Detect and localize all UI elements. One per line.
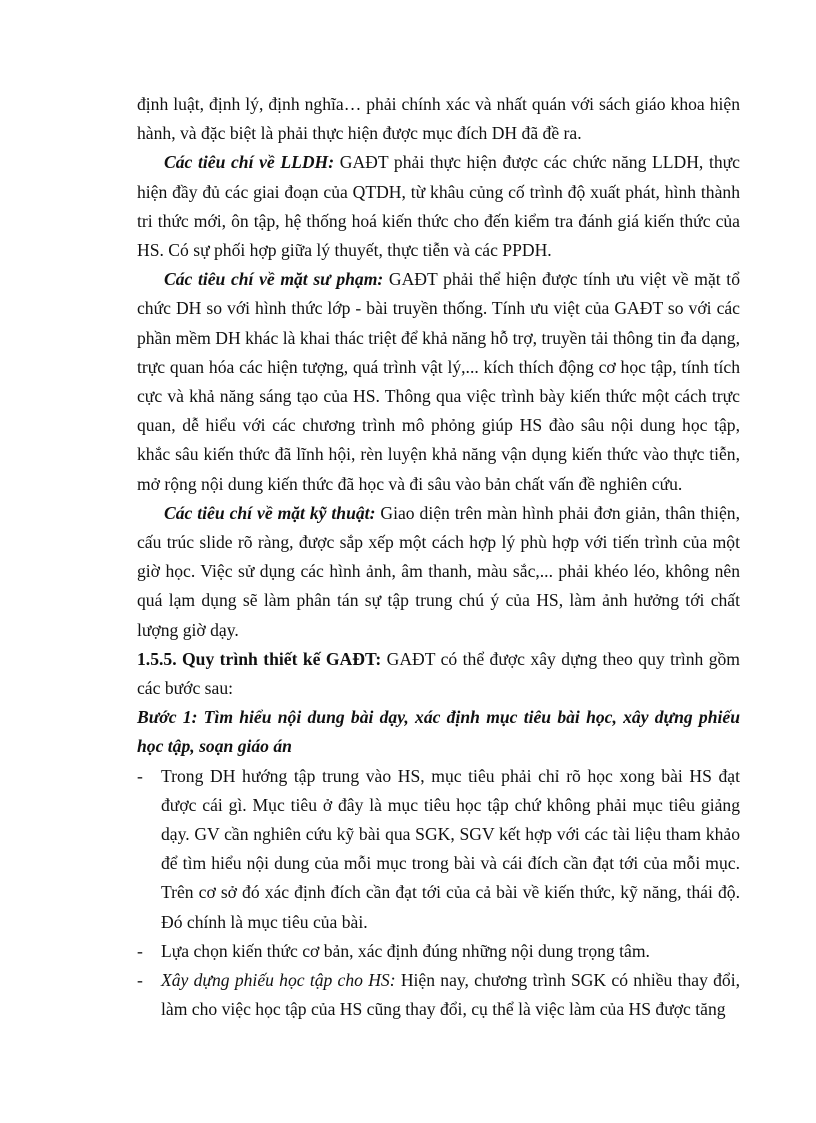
list-item-text: Lựa chọn kiến thức cơ bản, xác định đúng những nội dung trọng tâm. (161, 940, 650, 961)
list-item-text: Hiện nay, chương trình SGK có nhiều thay đổi, làm cho việc học tập của HS cũng thay đổi, cụ thể là việc làm của HS được tăng (161, 970, 741, 1020)
list-item-text: Trong DH hướng tập trung vào HS, mục tiêu phải chỉ rõ học xong bài HS đạt được cái gì. Mục tiêu ở đây là mục tiêu học tập chứ không phải mục tiêu giảng dạy. GV cần nghiên cứu kỹ bài qua SGK, SGV kết hợp với các tài liệu tham khảo để tìm hiểu nội dung của mỗi mục trong bài và cái đích cần đạt tới của mỗi mục. Trên cơ sở đó xác định đích cần đạt tới của cả bài về kiến thức, kỹ năng, thái độ. Đó chính là mục tiêu của bài. (161, 765, 740, 932)
criteria-lead: Các tiêu chí về mặt kỹ thuật: (164, 502, 376, 523)
paragraph-text: Giao diện trên màn hình phải đơn giản, thân thiện, cấu trúc slide rõ ràng, được sắp xếp một cách hợp lý phù hợp với tiến trình của một giờ học. Việc sử dụng các hình ảnh, âm thanh, màu sắc,... phải khéo léo, không nên quá lạm dụng sẽ làm phân tán sự tập trung chú ý của HS, làm ảnh hưởng tới chất lượng giờ dạy. (137, 502, 740, 640)
paragraph-technical-criteria (137, 499, 740, 645)
list-item (137, 937, 740, 966)
section-heading-paragraph (137, 645, 740, 703)
dash-bullet: - (137, 765, 143, 786)
dash-bullet: - (137, 940, 143, 961)
paragraph-llhd-criteria (137, 148, 740, 265)
paragraph-continuation (137, 90, 740, 148)
dash-bullet: - (137, 970, 143, 991)
criteria-lead: Các tiêu chí về LLDH: (164, 152, 335, 173)
paragraph-text: GAĐT có thể được xây dựng theo quy trình gồm các bước sau: (137, 648, 740, 699)
paragraph-text: định luật, định lý, định nghĩa… phải chính xác và nhất quán với sách giáo khoa hiện hành, và đặc biệt là phải thực hiện được mục đích DH đã đề ra. (137, 94, 740, 144)
page-body (137, 90, 740, 1025)
paragraph-pedagogy-criteria (137, 265, 740, 499)
paragraph-text: GAĐT phải thực hiện được các chức năng LLDH, thực hiện đầy đủ các giai đoạn của QTDH, từ khâu củng cố trình độ xuất phát, hình thành tri thức mới, ôn tập, hệ thống hoá kiến thức cho đến kiểm tra đánh giá kiến thức của HS. Có sự phối hợp giữa lý thuyết, thực tiễn và các PPDH. (137, 152, 740, 261)
step-1-title: Bước 1: Tìm hiểu nội dung bài dạy, xác định mục tiêu bài học, xây dựng phiếu học tập, soạn giáo án (137, 707, 740, 757)
list-item (137, 762, 740, 937)
list-item (137, 966, 740, 1024)
criteria-lead: Các tiêu chí về mặt sư phạm: (164, 269, 384, 290)
section-heading: 1.5.5. Quy trình thiết kế GAĐT: (137, 648, 382, 669)
list-item-lead: Xây dựng phiếu học tập cho HS: (161, 970, 396, 991)
paragraph-text: GAĐT phải thể hiện được tính ưu việt về mặt tổ chức DH so với hình thức lớp - bài truyền thống. Tính ưu việt của GAĐT so với các phần mềm DH khác là khai thác triệt để khả năng hỗ trợ, truyền tải thông tin đa dạng, trực quan hóa các hiện tượng, quá trình vật lý,... kích thích động cơ học tập, tính tích cực và khả năng sáng tạo của HS. Thông qua việc trình bày kiến thức một cách trực quan, dễ hiểu với các chương trình mô phỏng giúp HS đào sâu nội dung học tập, khắc sâu kiến thức đã lĩnh hội, rèn luyện khả năng vận dụng kiến thức vào thực tiễn, mở rộng nội dung kiến thức đã học và đi sâu vào bản chất vấn đề nghiên cứu. (137, 269, 740, 494)
